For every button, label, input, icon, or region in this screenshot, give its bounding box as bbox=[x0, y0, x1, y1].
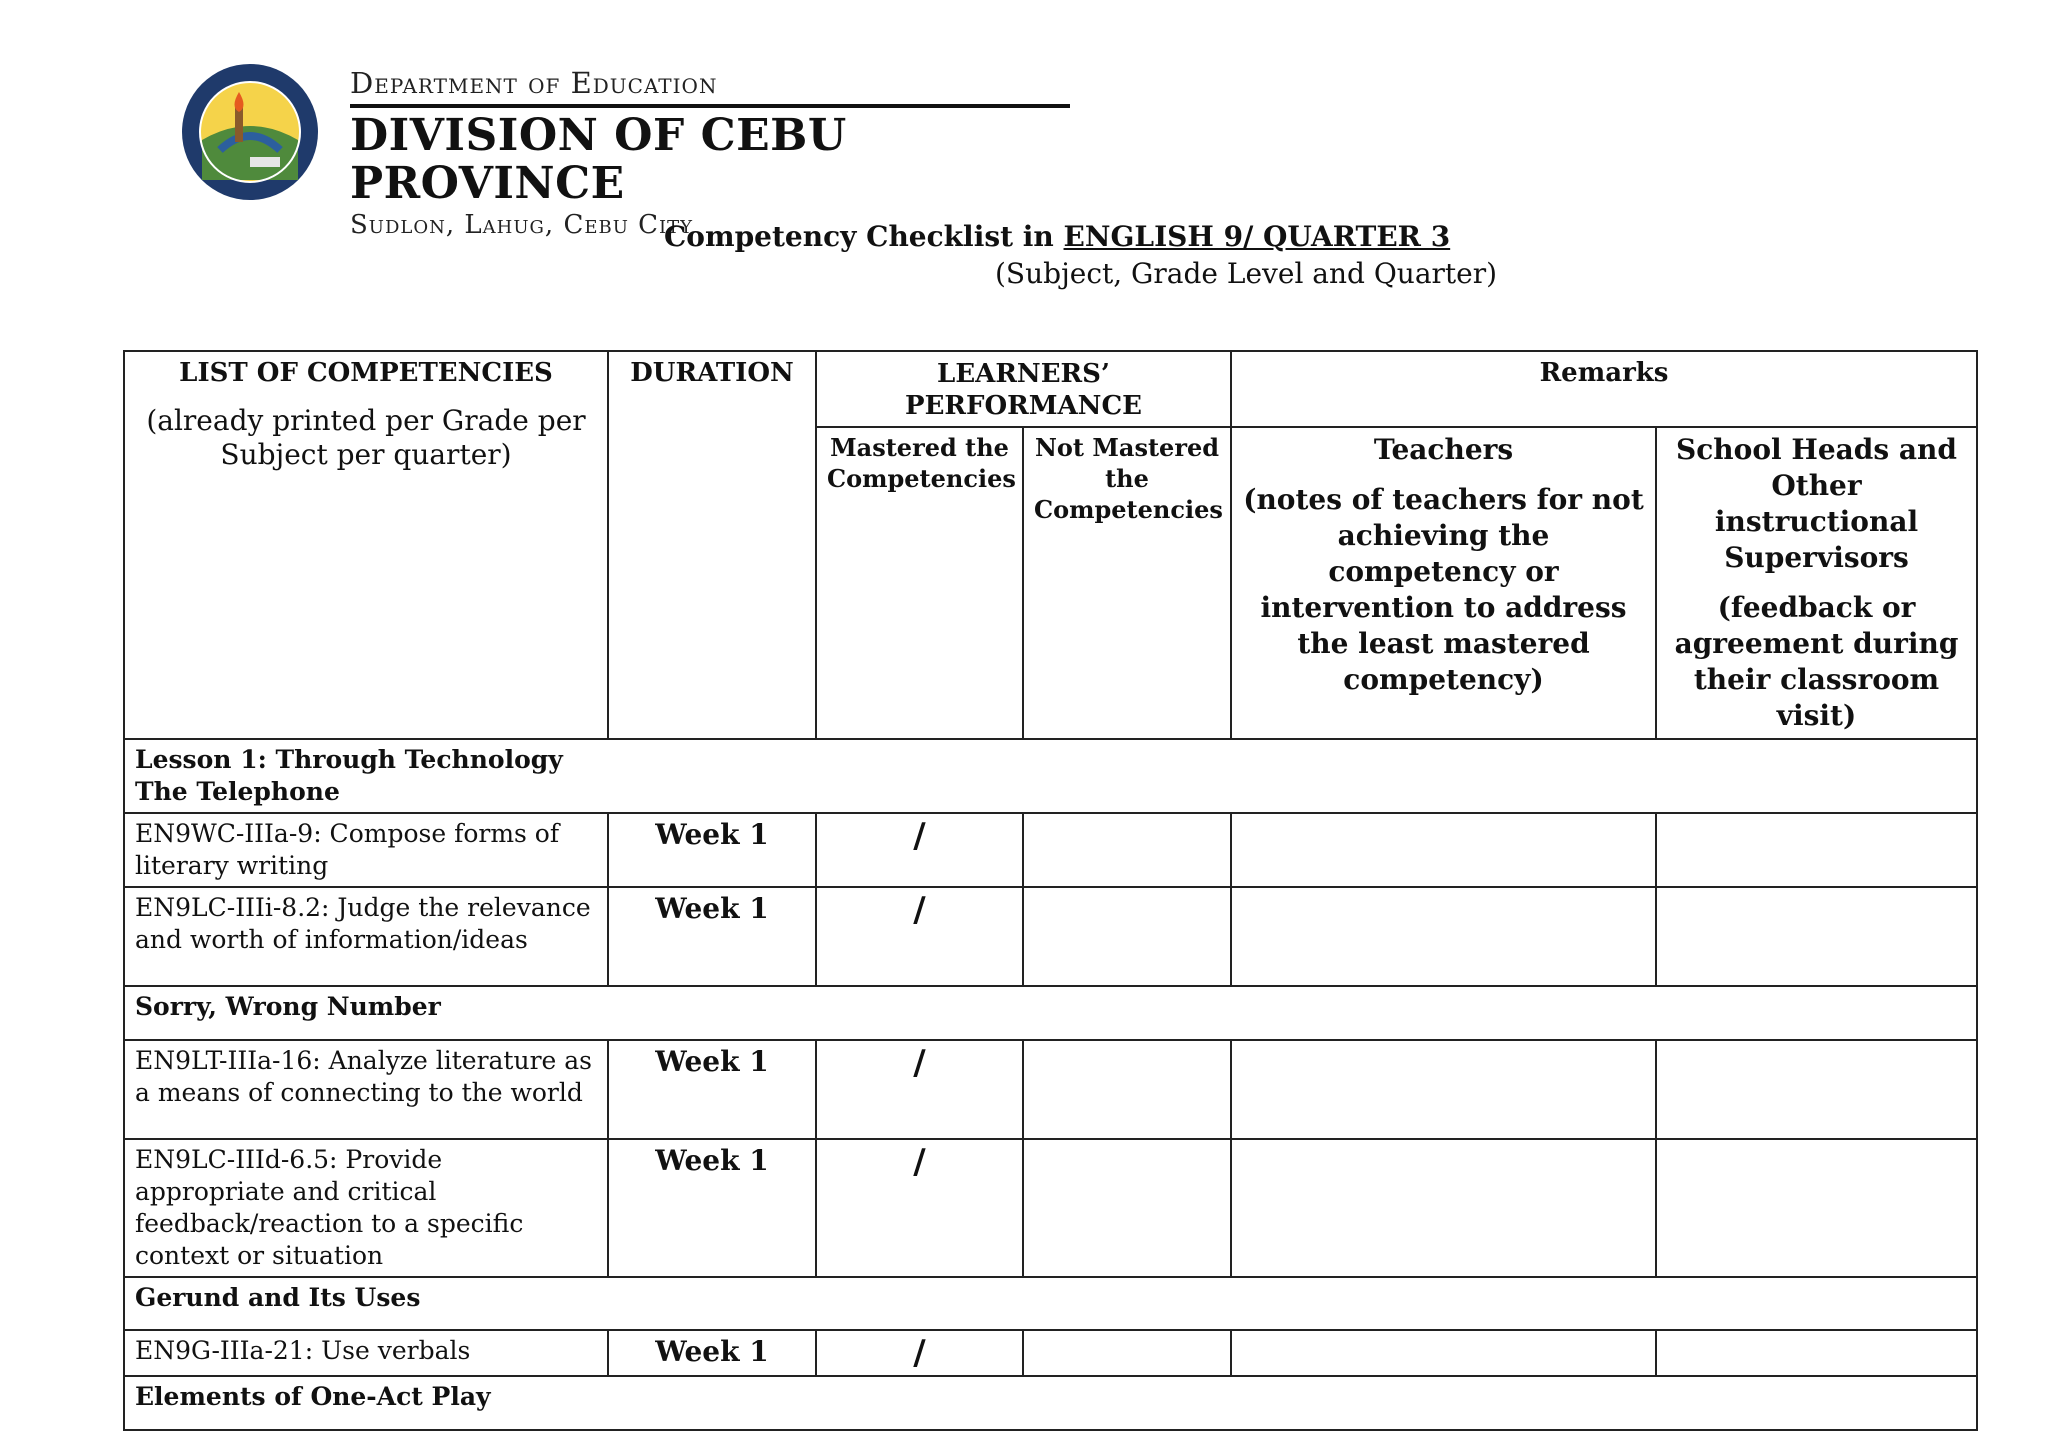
page-subtitle: (Subject, Grade Level and Quarter) bbox=[995, 257, 1498, 290]
table-header-row bbox=[124, 351, 1977, 427]
header-remarks: Remarks bbox=[1231, 351, 1977, 427]
competency-text bbox=[124, 813, 608, 887]
heads-remarks-cell[interactable] bbox=[1656, 1040, 1977, 1139]
title-subject: ENGLISH 9/ QUARTER 3 bbox=[1063, 220, 1451, 253]
department-name: Department of Education bbox=[350, 66, 718, 100]
header-competencies-label: LIST OF COMPETENCIES bbox=[179, 358, 553, 388]
header-teachers bbox=[1231, 427, 1656, 739]
competency-text bbox=[124, 1139, 608, 1277]
lesson-title bbox=[124, 1376, 1977, 1430]
competency-description: -IIId-6.5: Provide appropriate and critical feedback/reaction to a specific context or situation bbox=[135, 1145, 524, 1270]
not-mastered-cell[interactable] bbox=[1023, 1139, 1231, 1277]
page-title bbox=[664, 220, 1450, 253]
heads-remarks-cell[interactable] bbox=[1656, 813, 1977, 887]
lesson-title-line: Elements of One-Act Play bbox=[135, 1382, 491, 1411]
mastered-check-cell[interactable]: / bbox=[816, 887, 1023, 986]
header-learners-performance: LEARNERS’ PERFORMANCE bbox=[816, 351, 1231, 427]
competency-table bbox=[123, 350, 1978, 1431]
lesson-row bbox=[124, 1277, 1977, 1330]
header-teachers-label: Teachers bbox=[1373, 433, 1514, 466]
heads-remarks-cell[interactable] bbox=[1656, 1139, 1977, 1277]
header-school-heads-note: (feedback or agreement during their classroom visit) bbox=[1674, 591, 1959, 732]
deped-cebu-seal-icon bbox=[180, 62, 320, 202]
competency-row bbox=[124, 1040, 1977, 1139]
teachers-remarks-cell[interactable] bbox=[1231, 1139, 1656, 1277]
teachers-remarks-cell[interactable] bbox=[1231, 1040, 1656, 1139]
heads-remarks-cell[interactable] bbox=[1656, 1330, 1977, 1376]
teachers-remarks-cell[interactable] bbox=[1231, 887, 1656, 986]
competency-description: -IIIi-8.2: Judge the relevance and worth of information/ideas bbox=[135, 893, 591, 954]
competency-code: EN9WC bbox=[135, 819, 236, 848]
duration-cell: Week 1 bbox=[608, 887, 816, 986]
competency-row bbox=[124, 1139, 1977, 1277]
competency-row bbox=[124, 813, 1977, 887]
letterhead-rule bbox=[350, 104, 1070, 108]
teachers-remarks-cell[interactable] bbox=[1231, 1330, 1656, 1376]
competency-description: -IIIa-16: Analyze literature as a means of connecting to the world bbox=[135, 1046, 593, 1107]
competency-text bbox=[124, 1330, 608, 1376]
division-name: DIVISION OF CEBU PROVINCE bbox=[350, 110, 847, 209]
competency-code: EN9LC bbox=[135, 1145, 227, 1174]
duration-cell: Week 1 bbox=[608, 1139, 816, 1277]
header-not-mastered: Not Mastered the Competencies bbox=[1023, 427, 1231, 739]
not-mastered-cell[interactable] bbox=[1023, 813, 1231, 887]
lesson-title-line: Sorry, Wrong Number bbox=[135, 992, 441, 1021]
header-school-heads bbox=[1656, 427, 1977, 739]
competency-description: -IIIa-21: Use verbals bbox=[211, 1336, 471, 1365]
competency-row bbox=[124, 887, 1977, 986]
header-duration: DURATION bbox=[608, 351, 816, 739]
lesson-row bbox=[124, 986, 1977, 1040]
not-mastered-cell[interactable] bbox=[1023, 1040, 1231, 1139]
lesson-row bbox=[124, 1376, 1977, 1430]
competency-text bbox=[124, 887, 608, 986]
mastered-check-cell[interactable]: / bbox=[816, 813, 1023, 887]
lesson-title-line: Lesson 1: Through Technology bbox=[135, 745, 563, 774]
not-mastered-cell[interactable] bbox=[1023, 1330, 1231, 1376]
competency-row bbox=[124, 1330, 1977, 1376]
header-school-heads-label: School Heads and Other instructional Supervisors bbox=[1676, 433, 1957, 574]
mastered-check-cell[interactable]: / bbox=[816, 1040, 1023, 1139]
lesson-title bbox=[124, 986, 1977, 1040]
header-teachers-note: (notes of teachers for not achieving the competency or intervention to address the least mastered competency) bbox=[1243, 483, 1644, 696]
heads-remarks-cell[interactable] bbox=[1656, 887, 1977, 986]
lesson-title bbox=[124, 739, 1977, 813]
mastered-check-cell[interactable]: / bbox=[816, 1330, 1023, 1376]
duration-cell: Week 1 bbox=[608, 813, 816, 887]
lesson-subtitle-line: The Telephone bbox=[135, 777, 340, 806]
duration-cell: Week 1 bbox=[608, 1330, 816, 1376]
division-address: Sudlon, Lahug, Cebu City bbox=[350, 210, 694, 240]
title-prefix: Competency Checklist in bbox=[664, 220, 1054, 253]
competency-description: -IIIa-9: Compose forms of literary writing bbox=[135, 819, 560, 880]
mastered-check-cell[interactable]: / bbox=[816, 1139, 1023, 1277]
header-competencies-note: (already printed per Grade per Subject per quarter) bbox=[146, 404, 586, 471]
lesson-row bbox=[124, 739, 1977, 813]
not-mastered-cell[interactable] bbox=[1023, 887, 1231, 986]
competency-code: EN9G bbox=[135, 1336, 212, 1365]
competency-code: EN9LC bbox=[135, 893, 227, 922]
header-competencies bbox=[124, 351, 608, 739]
competency-code: EN9LT bbox=[135, 1046, 220, 1075]
competency-text bbox=[124, 1040, 608, 1139]
header-mastered: Mastered the Competencies bbox=[816, 427, 1023, 739]
teachers-remarks-cell[interactable] bbox=[1231, 813, 1656, 887]
duration-cell: Week 1 bbox=[608, 1040, 816, 1139]
organization-name-block bbox=[350, 66, 1080, 240]
lesson-title bbox=[124, 1277, 1977, 1330]
lesson-title-line: Gerund and Its Uses bbox=[135, 1283, 421, 1312]
